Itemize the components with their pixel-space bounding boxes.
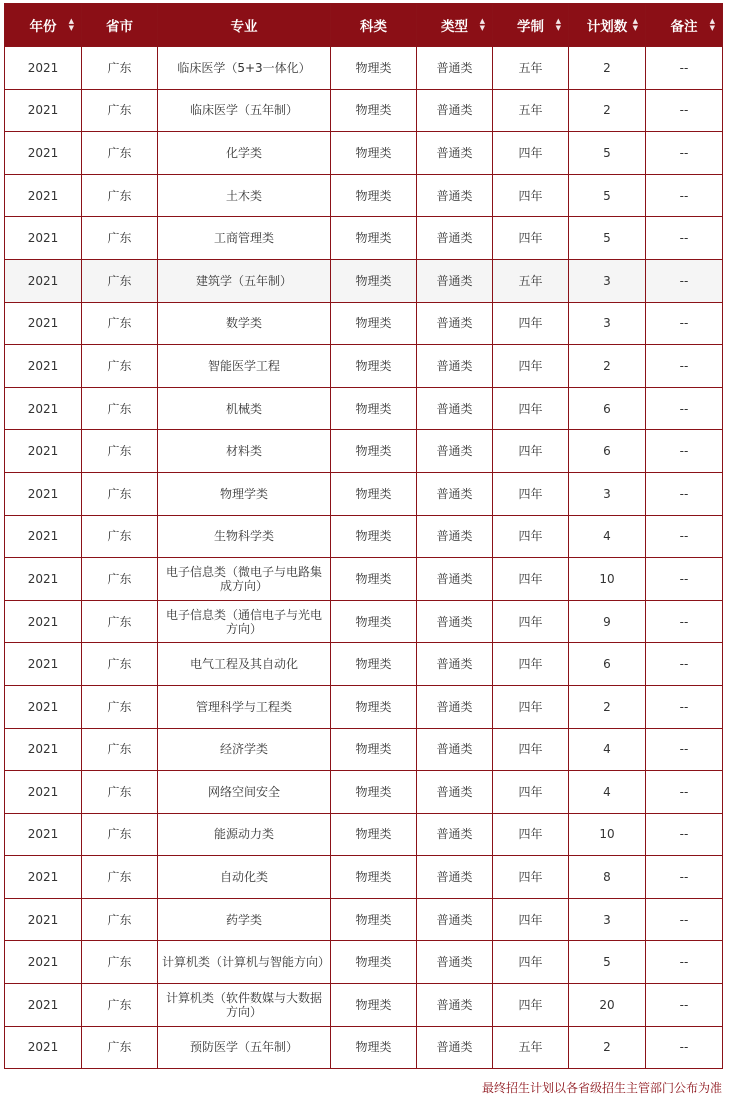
cell-remarks: -- <box>646 174 723 217</box>
cell-type: 普通类 <box>417 174 493 217</box>
cell-type: 普通类 <box>417 856 493 899</box>
sort-arrows-icon[interactable]: ▲ ▼ <box>68 17 74 32</box>
cell-year: 2021 <box>5 387 82 430</box>
cell-province: 广东 <box>82 941 158 984</box>
cell-duration: 四年 <box>493 643 569 686</box>
cell-subject-category: 物理类 <box>331 217 417 260</box>
cell-year: 2021 <box>5 89 82 132</box>
cell-type: 普通类 <box>417 515 493 558</box>
header-province <box>82 4 158 47</box>
cell-duration: 四年 <box>493 430 569 473</box>
cell-major: 预防医学（五年制） <box>158 1026 331 1069</box>
table-row <box>5 813 723 856</box>
cell-remarks: -- <box>646 1026 723 1069</box>
table-row <box>5 302 723 345</box>
footer-note: 最终招生计划以各省级招生主管部门公布为准 <box>481 1081 722 1095</box>
cell-remarks: -- <box>646 685 723 728</box>
cell-remarks: -- <box>646 813 723 856</box>
cell-duration: 四年 <box>493 685 569 728</box>
cell-province: 广东 <box>82 1026 158 1069</box>
cell-subject-category: 物理类 <box>331 132 417 175</box>
cell-remarks: -- <box>646 345 723 388</box>
cell-duration: 四年 <box>493 771 569 814</box>
sort-arrows-icon[interactable]: ▲ ▼ <box>709 17 715 32</box>
cell-subject-category: 物理类 <box>331 387 417 430</box>
cell-year: 2021 <box>5 813 82 856</box>
cell-subject-category: 物理类 <box>331 47 417 90</box>
cell-type: 普通类 <box>417 387 493 430</box>
cell-plan-count: 20 <box>569 984 646 1027</box>
cell-subject-category: 物理类 <box>331 302 417 345</box>
cell-major: 化学类 <box>158 132 331 175</box>
cell-province: 广东 <box>82 217 158 260</box>
cell-type: 普通类 <box>417 984 493 1027</box>
cell-type: 普通类 <box>417 728 493 771</box>
cell-plan-count: 4 <box>569 728 646 771</box>
cell-province: 广东 <box>82 515 158 558</box>
cell-duration: 四年 <box>493 984 569 1027</box>
cell-subject-category: 物理类 <box>331 259 417 302</box>
cell-remarks: -- <box>646 600 723 643</box>
table-row <box>5 345 723 388</box>
cell-major: 临床医学（五年制） <box>158 89 331 132</box>
cell-type: 普通类 <box>417 259 493 302</box>
cell-major: 计算机类（软件数媒与大数据方向） <box>158 984 331 1027</box>
cell-major: 管理科学与工程类 <box>158 685 331 728</box>
cell-duration: 四年 <box>493 217 569 260</box>
cell-major: 数学类 <box>158 302 331 345</box>
cell-duration: 四年 <box>493 856 569 899</box>
cell-type: 普通类 <box>417 898 493 941</box>
cell-year: 2021 <box>5 771 82 814</box>
cell-duration: 四年 <box>493 345 569 388</box>
cell-duration: 四年 <box>493 558 569 601</box>
cell-plan-count: 2 <box>569 47 646 90</box>
cell-plan-count: 5 <box>569 217 646 260</box>
header-remarks[interactable] <box>646 4 723 47</box>
cell-subject-category: 物理类 <box>331 728 417 771</box>
cell-remarks: -- <box>646 856 723 899</box>
cell-subject-category: 物理类 <box>331 472 417 515</box>
table-row <box>5 430 723 473</box>
table-row <box>5 728 723 771</box>
table-row <box>5 89 723 132</box>
table-body <box>5 47 723 1069</box>
cell-plan-count: 2 <box>569 1026 646 1069</box>
cell-subject-category: 物理类 <box>331 813 417 856</box>
cell-plan-count: 2 <box>569 89 646 132</box>
cell-subject-category: 物理类 <box>331 984 417 1027</box>
cell-subject-category: 物理类 <box>331 558 417 601</box>
cell-type: 普通类 <box>417 1026 493 1069</box>
cell-plan-count: 4 <box>569 515 646 558</box>
cell-type: 普通类 <box>417 941 493 984</box>
cell-duration: 四年 <box>493 515 569 558</box>
cell-major: 临床医学（5+3一体化） <box>158 47 331 90</box>
cell-duration: 四年 <box>493 941 569 984</box>
table-row <box>5 132 723 175</box>
cell-province: 广东 <box>82 430 158 473</box>
cell-province: 广东 <box>82 685 158 728</box>
header-label: 计划数 <box>586 19 628 35</box>
cell-remarks: -- <box>646 515 723 558</box>
cell-province: 广东 <box>82 132 158 175</box>
header-label: 备注 <box>670 19 698 35</box>
cell-plan-count: 8 <box>569 856 646 899</box>
table-row <box>5 217 723 260</box>
cell-year: 2021 <box>5 685 82 728</box>
cell-plan-count: 3 <box>569 259 646 302</box>
cell-type: 普通类 <box>417 685 493 728</box>
cell-province: 广东 <box>82 856 158 899</box>
cell-province: 广东 <box>82 771 158 814</box>
cell-province: 广东 <box>82 558 158 601</box>
table-row <box>5 387 723 430</box>
header-label: 学制 <box>517 19 544 35</box>
cell-year: 2021 <box>5 515 82 558</box>
cell-subject-category: 物理类 <box>331 941 417 984</box>
cell-plan-count: 10 <box>569 558 646 601</box>
cell-subject-category: 物理类 <box>331 643 417 686</box>
table-row <box>5 174 723 217</box>
cell-duration: 五年 <box>493 259 569 302</box>
cell-duration: 四年 <box>493 132 569 175</box>
cell-year: 2021 <box>5 132 82 175</box>
cell-plan-count: 9 <box>569 600 646 643</box>
cell-province: 广东 <box>82 898 158 941</box>
cell-subject-category: 物理类 <box>331 345 417 388</box>
cell-province: 广东 <box>82 728 158 771</box>
cell-major: 电子信息类（微电子与电路集成方向） <box>158 558 331 601</box>
cell-major: 网络空间安全 <box>158 771 331 814</box>
cell-plan-count: 4 <box>569 771 646 814</box>
cell-subject-category: 物理类 <box>331 515 417 558</box>
cell-duration: 四年 <box>493 387 569 430</box>
cell-major: 电气工程及其自动化 <box>158 643 331 686</box>
cell-year: 2021 <box>5 600 82 643</box>
cell-province: 广东 <box>82 47 158 90</box>
cell-duration: 四年 <box>493 600 569 643</box>
cell-subject-category: 物理类 <box>331 600 417 643</box>
cell-subject-category: 物理类 <box>331 430 417 473</box>
cell-duration: 五年 <box>493 47 569 90</box>
cell-subject-category: 物理类 <box>331 898 417 941</box>
table-row <box>5 515 723 558</box>
header-label: 专业 <box>230 19 258 35</box>
cell-year: 2021 <box>5 472 82 515</box>
header-duration[interactable] <box>493 4 569 47</box>
cell-plan-count: 10 <box>569 813 646 856</box>
cell-type: 普通类 <box>417 813 493 856</box>
table-row <box>5 600 723 643</box>
cell-major: 土木类 <box>158 174 331 217</box>
cell-province: 广东 <box>82 600 158 643</box>
cell-major: 物理学类 <box>158 472 331 515</box>
cell-year: 2021 <box>5 1026 82 1069</box>
admission-plan-table-wrapper <box>4 3 722 1069</box>
header-subject-category <box>331 4 417 47</box>
cell-type: 普通类 <box>417 132 493 175</box>
cell-duration: 五年 <box>493 1026 569 1069</box>
cell-province: 广东 <box>82 259 158 302</box>
table-row <box>5 941 723 984</box>
cell-type: 普通类 <box>417 47 493 90</box>
table-row <box>5 1026 723 1069</box>
cell-remarks: -- <box>646 47 723 90</box>
sort-arrows-icon[interactable]: ▲ ▼ <box>479 17 485 32</box>
cell-province: 广东 <box>82 387 158 430</box>
cell-major: 经济学类 <box>158 728 331 771</box>
cell-major: 机械类 <box>158 387 331 430</box>
cell-type: 普通类 <box>417 643 493 686</box>
cell-major: 生物科学类 <box>158 515 331 558</box>
header-major <box>158 4 331 47</box>
cell-major: 药学类 <box>158 898 331 941</box>
cell-type: 普通类 <box>417 771 493 814</box>
cell-duration: 四年 <box>493 302 569 345</box>
cell-plan-count: 5 <box>569 941 646 984</box>
cell-year: 2021 <box>5 345 82 388</box>
cell-year: 2021 <box>5 984 82 1027</box>
cell-type: 普通类 <box>417 89 493 132</box>
cell-remarks: -- <box>646 217 723 260</box>
cell-duration: 四年 <box>493 813 569 856</box>
table-row <box>5 643 723 686</box>
cell-major: 建筑学（五年制） <box>158 259 331 302</box>
cell-major: 电子信息类（通信电子与光电方向） <box>158 600 331 643</box>
cell-remarks: -- <box>646 132 723 175</box>
admission-plan-table <box>4 3 723 1069</box>
cell-year: 2021 <box>5 856 82 899</box>
cell-type: 普通类 <box>417 302 493 345</box>
cell-subject-category: 物理类 <box>331 771 417 814</box>
header-plan-count[interactable] <box>569 4 646 47</box>
cell-plan-count: 2 <box>569 685 646 728</box>
cell-province: 广东 <box>82 643 158 686</box>
cell-major: 材料类 <box>158 430 331 473</box>
cell-year: 2021 <box>5 941 82 984</box>
cell-plan-count: 3 <box>569 898 646 941</box>
cell-major: 能源动力类 <box>158 813 331 856</box>
cell-plan-count: 3 <box>569 302 646 345</box>
cell-subject-category: 物理类 <box>331 1026 417 1069</box>
header-type[interactable] <box>417 4 493 47</box>
cell-subject-category: 物理类 <box>331 685 417 728</box>
table-row <box>5 771 723 814</box>
cell-duration: 四年 <box>493 472 569 515</box>
cell-remarks: -- <box>646 302 723 345</box>
cell-remarks: -- <box>646 898 723 941</box>
cell-year: 2021 <box>5 728 82 771</box>
cell-plan-count: 6 <box>569 643 646 686</box>
table-row <box>5 984 723 1027</box>
cell-subject-category: 物理类 <box>331 89 417 132</box>
cell-plan-count: 6 <box>569 430 646 473</box>
cell-type: 普通类 <box>417 430 493 473</box>
table-row <box>5 259 723 302</box>
table-header-row <box>5 4 723 47</box>
table-row <box>5 685 723 728</box>
cell-remarks: -- <box>646 472 723 515</box>
sort-arrows-icon[interactable]: ▲ ▼ <box>632 17 638 32</box>
table-row <box>5 898 723 941</box>
cell-remarks: -- <box>646 984 723 1027</box>
cell-major: 计算机类（计算机与智能方向） <box>158 941 331 984</box>
cell-type: 普通类 <box>417 472 493 515</box>
cell-plan-count: 6 <box>569 387 646 430</box>
cell-year: 2021 <box>5 430 82 473</box>
cell-type: 普通类 <box>417 217 493 260</box>
cell-year: 2021 <box>5 643 82 686</box>
cell-remarks: -- <box>646 558 723 601</box>
cell-subject-category: 物理类 <box>331 174 417 217</box>
cell-subject-category: 物理类 <box>331 856 417 899</box>
sort-arrows-icon[interactable]: ▲ ▼ <box>555 17 561 32</box>
cell-remarks: -- <box>646 430 723 473</box>
table-row <box>5 472 723 515</box>
cell-remarks: -- <box>646 89 723 132</box>
cell-duration: 五年 <box>493 89 569 132</box>
cell-province: 广东 <box>82 89 158 132</box>
cell-major: 工商管理类 <box>158 217 331 260</box>
cell-remarks: -- <box>646 941 723 984</box>
cell-year: 2021 <box>5 217 82 260</box>
cell-year: 2021 <box>5 174 82 217</box>
header-label: 年份 <box>29 19 57 35</box>
cell-remarks: -- <box>646 771 723 814</box>
cell-remarks: -- <box>646 728 723 771</box>
cell-type: 普通类 <box>417 558 493 601</box>
cell-duration: 四年 <box>493 898 569 941</box>
cell-plan-count: 2 <box>569 345 646 388</box>
cell-plan-count: 5 <box>569 174 646 217</box>
header-label: 省市 <box>106 19 133 35</box>
cell-year: 2021 <box>5 302 82 345</box>
cell-remarks: -- <box>646 259 723 302</box>
table-row <box>5 47 723 90</box>
cell-duration: 四年 <box>493 174 569 217</box>
table-row <box>5 558 723 601</box>
cell-remarks: -- <box>646 643 723 686</box>
cell-type: 普通类 <box>417 600 493 643</box>
cell-year: 2021 <box>5 898 82 941</box>
cell-plan-count: 5 <box>569 132 646 175</box>
cell-major: 自动化类 <box>158 856 331 899</box>
table-row <box>5 856 723 899</box>
cell-type: 普通类 <box>417 345 493 388</box>
cell-province: 广东 <box>82 984 158 1027</box>
cell-province: 广东 <box>82 345 158 388</box>
cell-year: 2021 <box>5 47 82 90</box>
header-year[interactable] <box>5 4 82 47</box>
cell-province: 广东 <box>82 813 158 856</box>
header-label: 科类 <box>360 19 387 35</box>
cell-plan-count: 3 <box>569 472 646 515</box>
cell-province: 广东 <box>82 174 158 217</box>
header-label: 类型 <box>441 19 468 35</box>
cell-province: 广东 <box>82 302 158 345</box>
cell-duration: 四年 <box>493 728 569 771</box>
cell-year: 2021 <box>5 259 82 302</box>
cell-year: 2021 <box>5 558 82 601</box>
cell-major: 智能医学工程 <box>158 345 331 388</box>
cell-province: 广东 <box>82 472 158 515</box>
cell-remarks: -- <box>646 387 723 430</box>
